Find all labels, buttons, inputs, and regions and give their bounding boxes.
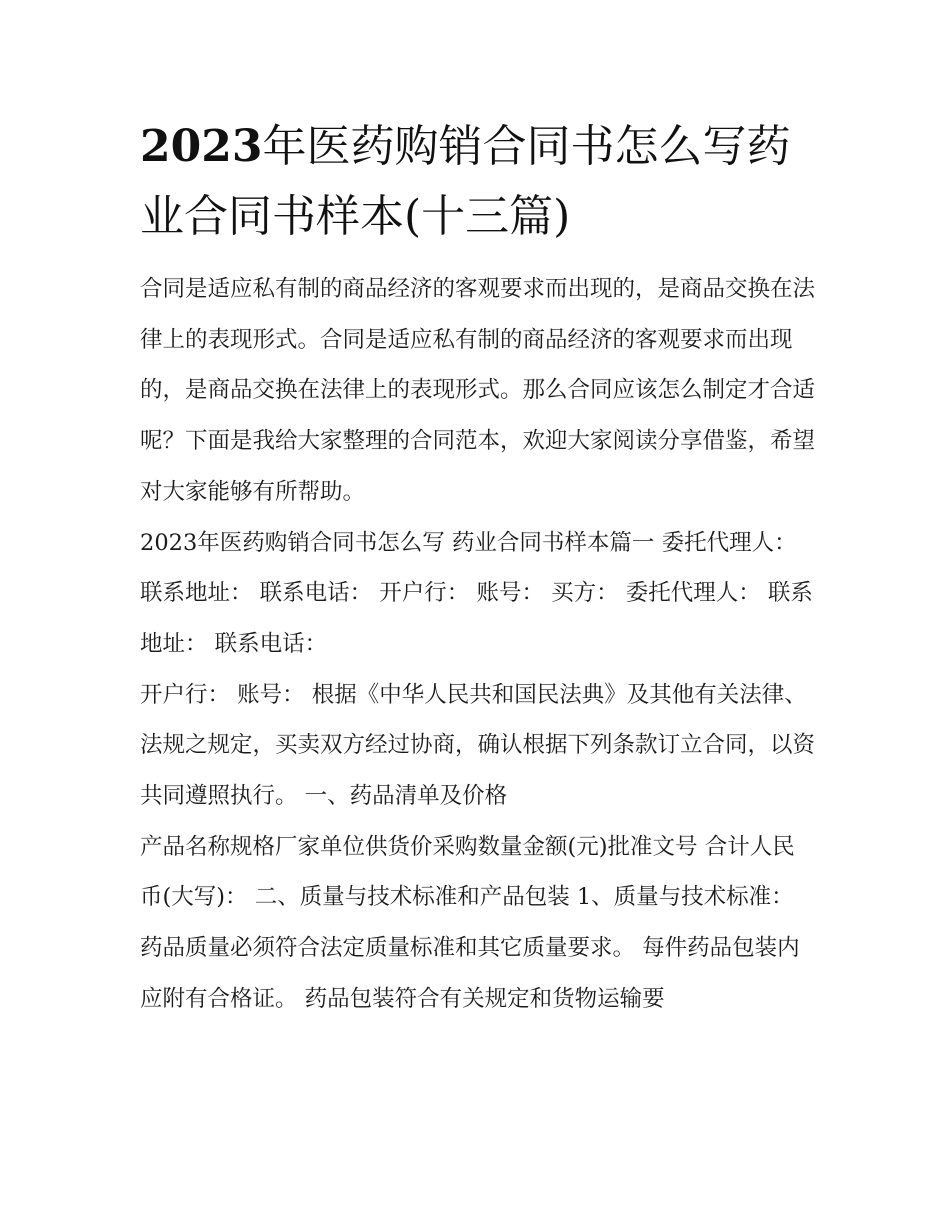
document-title [140, 112, 815, 252]
document-body [140, 112, 815, 1025]
title-year: 2023 [140, 121, 263, 172]
contract-parties-paragraph: 2023年医药购销合同书怎么写 药业合同书样本篇一 委托代理人： 联系地址： 联系电话： 开户行： 账号： 买方： 委托代理人： 联系地址： 联系电话： [140, 529, 813, 657]
contract-basis-paragraph: 开户行： 账号： 根据《中华人民共和国民法典》及其他有关法律、法规之规定，买卖双方经过协商，确认根据下列条款订立合同，以资共同遵照执行。 一、药品清单及价格 [140, 681, 816, 810]
product-list-paragraph: 产品名称规格厂家单位供货价采购数量金额(元)批准文号 合计人民币(大写)： 二、质量与技术标准和产品包装 1、质量与技术标准： [140, 833, 795, 911]
title-text: 年医药购销合同书怎么写药业合同书样本(十三篇) [140, 121, 791, 242]
intro-paragraph: 合同是适应私有制的商品经济的客观要求而出现的，是商品交换在法律上的表现形式。合同是适应私有制的商品经济的客观要求而出现的，是商品交换在法律上的表现形式。那么合同应该怎么制定才合适呢？下面是我给大家整理的合同范本，欢迎大家阅读分享借鉴，希望对大家能够有所帮助。 [140, 276, 816, 505]
quality-paragraph: 药品质量必须符合法定质量标准和其它质量要求。 每件药品包装内应附有合格证。 药品包装符合有关规定和货物运输要 [140, 935, 800, 1012]
